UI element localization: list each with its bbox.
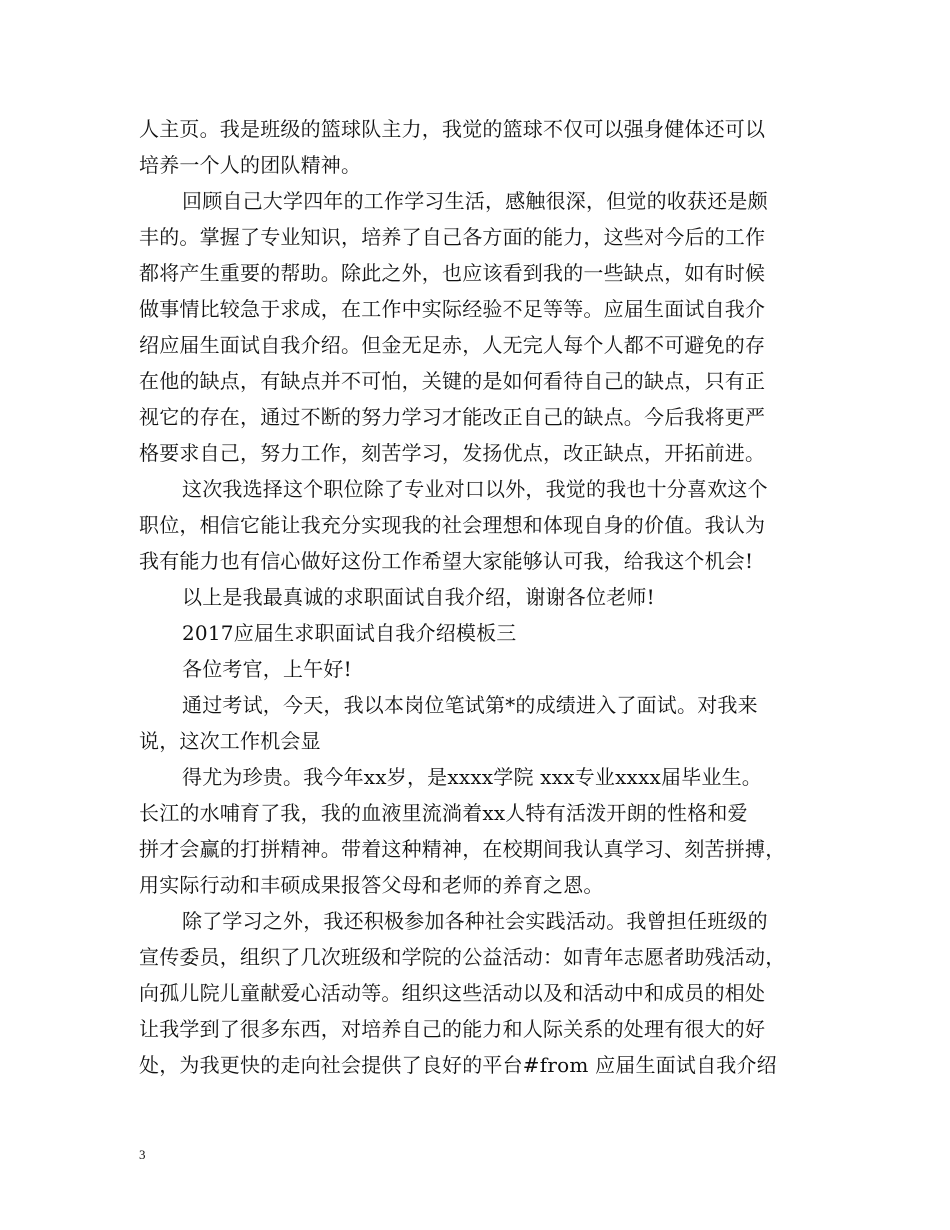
text-line: 我有能力也有信心做好这份工作希望大家能够认可我，给我这个机会! <box>139 549 754 573</box>
text-line: 宣传委员，组织了几次班级和学院的公益活动：如青年志愿者助残活动， <box>139 945 786 969</box>
paragraph-start: 回顾自己大学四年的工作学习生活，感触很深，但觉的收获还是颇 <box>182 189 768 213</box>
section-heading: 2017应届生求职面试自我介绍模板三 <box>182 621 517 645</box>
text-line: 都将产生重要的帮助。除此之外，也应该看到我的一些缺点，如有时候 <box>139 261 766 285</box>
text-line: 做事情比较急于求成，在工作中实际经验不足等等。应届生面试自我介 <box>139 297 766 321</box>
text-line: 处，为我更快的走向社会提供了良好的平台#from 应届生面试自我介绍 <box>139 1053 777 1077</box>
greeting: 各位考官，上午好! <box>182 657 352 681</box>
text-line: 向孤儿院儿童献爱心活动等。组织这些活动以及和活动中和成员的相处 <box>139 981 766 1005</box>
text-line: 长江的水哺育了我，我的血液里流淌着xx人特有活泼开朗的性格和爱 <box>139 801 748 825</box>
text-line: 在他的缺点，有缺点并不可怕，关键的是如何看待自己的缺点，只有正 <box>139 369 766 393</box>
paragraph-start: 除了学习之外，我还积极参加各种社会实践活动。我曾担任班级的 <box>182 909 768 933</box>
text-line: 绍应届生面试自我介绍。但金无足赤，人无完人每个人都不可避免的存 <box>139 333 766 357</box>
paragraph-start: 这次我选择这个职位除了专业对口以外，我觉的我也十分喜欢这个 <box>182 477 768 501</box>
text-line: 丰的。掌握了专业知识，培养了自己各方面的能力，这些对今后的工作 <box>139 225 766 249</box>
text-line: 培养一个人的团队精神。 <box>139 153 362 177</box>
text-line: 视它的存在，通过不断的努力学习才能改正自己的缺点。今后我将更严 <box>139 405 766 429</box>
paragraph-start: 通过考试，今天，我以本岗位笔试第*的成绩进入了面试。对我来 <box>182 693 758 717</box>
paragraph-start: 以上是我最真诚的求职面试自我介绍，谢谢各位老师! <box>182 585 655 609</box>
page-number: 3 <box>139 1147 146 1162</box>
text-line: 说，这次工作机会显 <box>139 729 321 753</box>
text-line: 用实际行动和丰硕成果报答父母和老师的养育之恩。 <box>139 873 604 897</box>
text-line: 人主页。我是班级的篮球队主力，我觉的篮球不仅可以强身健体还可以 <box>139 117 766 141</box>
paragraph-start: 得尤为珍贵。我今年xx岁，是xxxx学院 xxx专业xxxx届毕业生。 <box>182 765 762 789</box>
text-line: 让我学到了很多东西，对培养自己的能力和人际关系的处理有很大的好 <box>139 1017 766 1041</box>
text-line: 拼才会赢的打拼精神。带着这种精神，在校期间我认真学习、刻苦拼搏， <box>139 837 786 861</box>
text-line: 职位，相信它能让我充分实现我的社会理想和体现自身的价值。我认为 <box>139 513 766 537</box>
text-line: 格要求自己，努力工作，刻苦学习，发扬优点，改正缺点，开拓前进。 <box>139 441 766 465</box>
